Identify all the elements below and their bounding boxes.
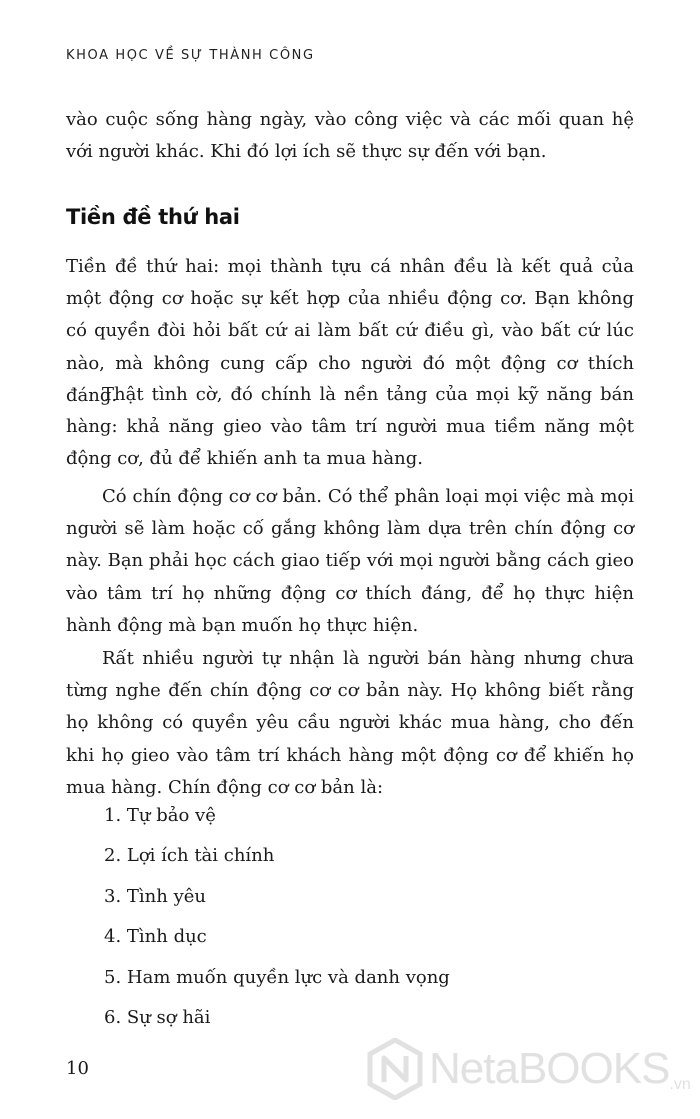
watermark-suffix: .vn — [669, 1076, 691, 1093]
paragraph-premise: Tiền đề thứ hai: mọi thành tựu cá nhân đều là kết quả của một động cơ hoặc sự kết hợp của nhiều động cơ. Bạn không có quyền đòi hỏi bất cứ ai làm bất cứ điều gì, vào bất cứ lúc nào, mà không cung cấp cho người đó một động cơ thích đáng. — [66, 256, 634, 406]
paragraph-continuation: vào cuộc sống hàng ngày, vào công việc và các mối quan hệ với người khác. Khi đó lợi ích sẽ thực sự đến với bạn. — [66, 109, 634, 163]
paragraph-salespeople: Rất nhiều người tự nhận là người bán hàng nhưng chưa từng nghe đến chín động cơ cơ bản này. Họ không biết rằng họ không có quyền yêu cầu người khác mua hàng, cho đến khi họ gieo vào tâm trí khách hàng một động cơ để khiến họ mua hàng. Chín động cơ cơ bản là: — [66, 648, 634, 798]
list-item: 5. Ham muốn quyền lực và danh vọng — [104, 966, 450, 988]
paragraph-sales-foundation: Thật tình cờ, đó chính là nền tảng của mọi kỹ năng bán hàng: khả năng gieo vào tâm trí người mua tiềm năng một động cơ, đủ để khiến anh ta mua hàng. — [66, 384, 634, 470]
motives-list — [104, 801, 450, 1043]
list-item: 1. Tự bảo vệ — [104, 805, 216, 826]
running-header: KHOA HỌC VỀ SỰ THÀNH CÔNG — [66, 48, 315, 63]
watermark — [367, 1038, 691, 1100]
watermark-text: NetaBOOKS — [429, 1044, 670, 1093]
page-number: 10 — [66, 1058, 89, 1079]
list-item: 4. Tình dục — [104, 926, 207, 948]
section-heading: Tiền đề thứ hai — [66, 205, 240, 229]
list-item: 6. Sự sợ hãi — [104, 1006, 211, 1028]
list-item: 2. Lợi ích tài chính — [104, 845, 275, 867]
list-item: 3. Tình yêu — [104, 885, 206, 907]
paragraph-nine-motives: Có chín động cơ cơ bản. Có thể phân loại mọi việc mà mọi người sẽ làm hoặc cố gắng không làm dựa trên chín động cơ này. Bạn phải học cách giao tiếp với mọi người bằng cách gieo vào tâm trí họ những động cơ thích đáng, để họ thực hiện hành động mà bạn muốn họ thực hiện. — [66, 486, 634, 636]
netabooks-logo-icon — [367, 1038, 423, 1100]
